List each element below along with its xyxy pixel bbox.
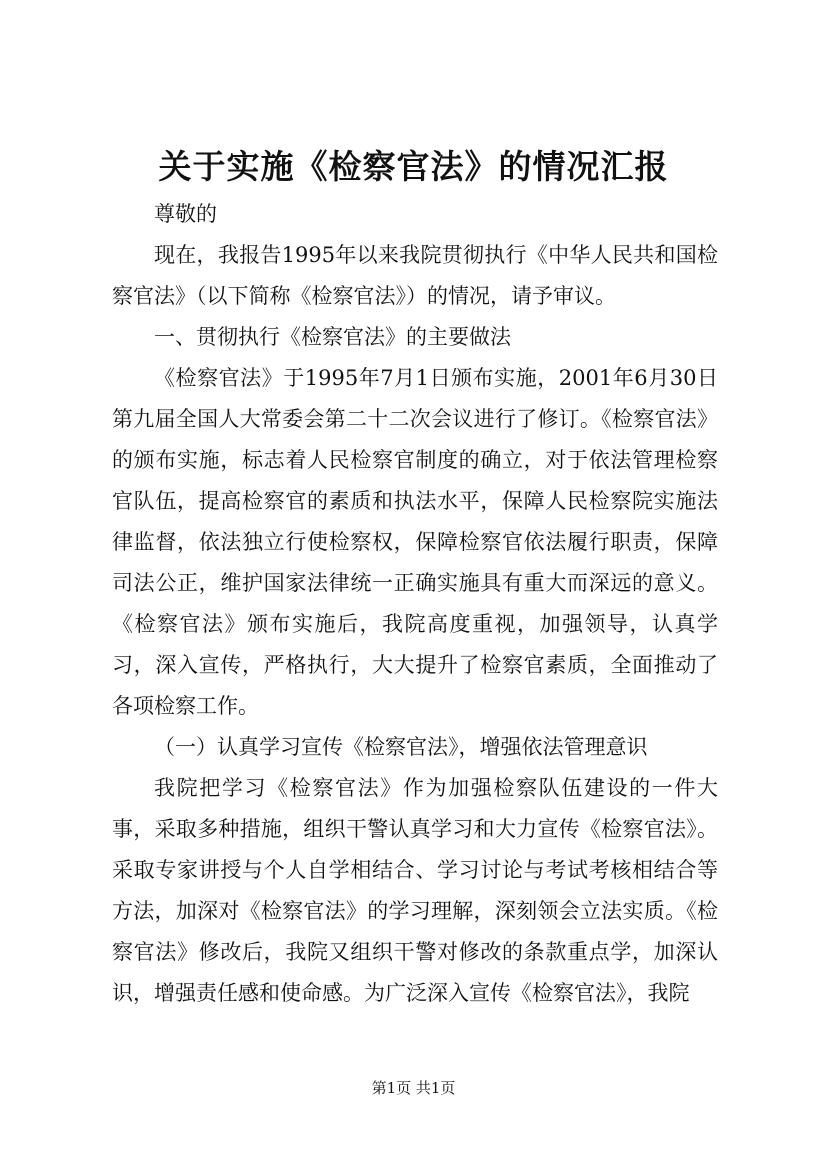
subsection-heading: （一）认真学习宣传《检察官法》，增强依法管理意识 [154,735,648,759]
body-paragraph: 《检察官法》于1995年7月1日颁布实施，2001年6月30日第九届全国人大常委会第二十二次会议进行了修订。《检察官法》的颁布实施，标志着人民检察官制度的确立，对于依法管理检察官队伍，提高检察官的素质和执法水平，保障人民检察院实施法律监督，依法独立行使检察权，保障检察官依法履行职责，保障司法公正，维护国家法律统一正确实施具有重大而深远的意义。《检察官法》颁布实施后，我院高度重视，加强领导，认真学习，深入宣传，严格执行，大大提升了检察官素质，全面推动了各项检察工作。 [112,366,718,718]
section-heading: 一、贯彻执行《检察官法》的主要做法 [154,325,511,349]
intro-paragraph: 现在，我报告1995年以来我院贯彻执行《中华人民共和国检察官法》（以下简称《检察官法》）的情况，请予审议。 [112,243,718,308]
body-paragraph: 我院把学习《检察官法》作为加强检察队伍建设的一件大事，采取多种措施，组织干警认真学习和大力宣传《检察官法》。采取专家讲授与个人自学相结合、学习讨论与考试考核相结合等方法，加深对《检察官法》的学习理解，深刻领会立法实质。《检察官法》修改后，我院又组织干警对修改的条款重点学，加深认识，增强责任感和使命感。为广泛深入宣传《检察官法》，我院 [112,776,718,1005]
document-title: 关于实施《检察官法》的情况汇报 [158,147,669,186]
salutation: 尊敬的 [154,202,217,226]
document-body [112,194,718,1014]
page-footer: 第1页 共1页 [371,1079,456,1097]
